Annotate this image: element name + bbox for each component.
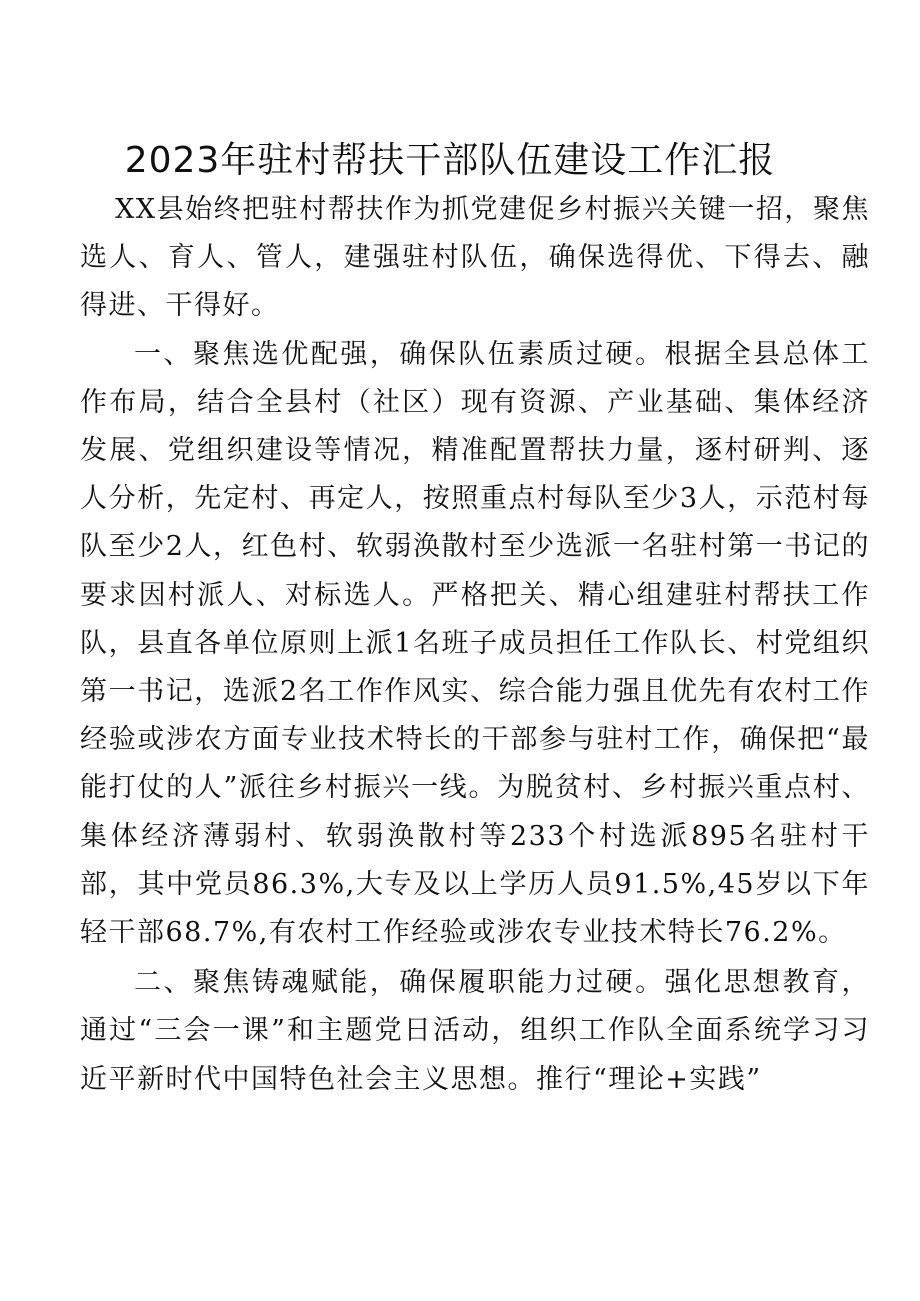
- document-body: [80, 186, 870, 1104]
- section-one-paragraph: 一、聚焦选优配强，确保队伍素质过硬。根据全县总体工作布局，结合全县村（社区）现有资源、产业基础、集体经济发展、党组织建设等情况，精准配置帮扶力量，逐村研判、逐人分析，先定村、再定人，按照重点村每队至少3人，示范村每队至少2人，红色村、软弱涣散村至少选派一名驻村第一书记的要求因村派人、对标选人。严格把关、精心组建驻村帮扶工作队，县直各单位原则上派1名班子成员担任工作队长、村党组织第一书记，选派2名工作作风实、综合能力强且优先有农村工作经验或涉农方面专业技术特长的干部参与驻村工作，确保把“最能打仗的人”派往乡村振兴一线。为脱贫村、乡村振兴重点村、集体经济薄弱村、软弱涣散村等233个村选派895名驻村干部，其中党员86.3%,大专及以上学历人员91.5%,45岁以下年轻干部68.7%,有农村工作经验或涉农专业技术特长76.2%。: [80, 338, 870, 949]
- section-two-paragraph: 二、聚焦铸魂赋能，确保履职能力过硬。强化思想教育，通过“三会一课”和主题党日活动，组织工作队全面系统学习习近平新时代中国特色社会主义思想。推行“理论+实践”: [80, 967, 870, 1095]
- document-title: 2023年驻村帮扶干部队伍建设工作汇报: [124, 140, 776, 181]
- intro-paragraph: XX县始终把驻村帮扶作为抓党建促乡村振兴关键一招，聚焦选人、育人、管人，建强驻村队伍，确保选得优、下得去、融得进、干得好。: [80, 194, 870, 322]
